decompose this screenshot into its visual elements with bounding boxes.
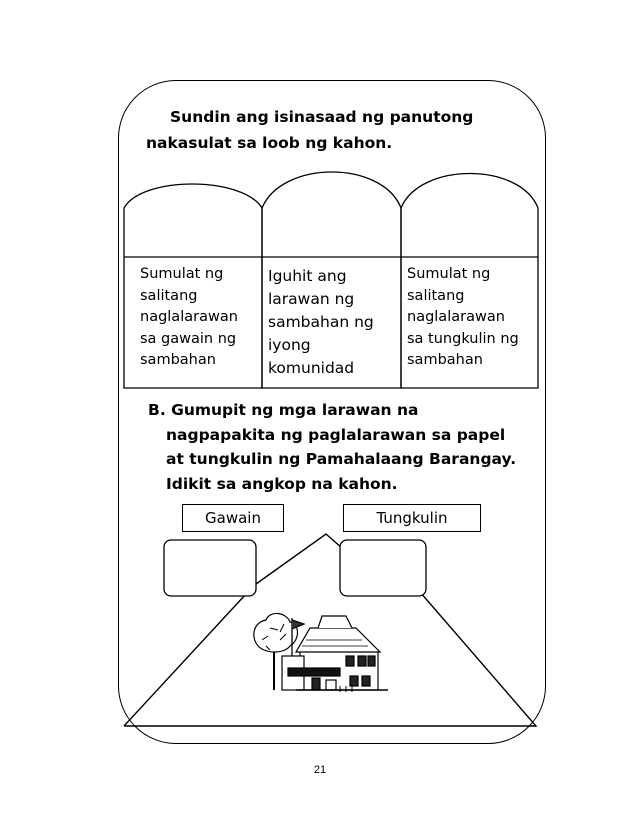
box-3-line: salitang xyxy=(407,287,465,304)
box-1-line: naglalarawan xyxy=(140,309,238,325)
tungkulin-paste-box[interactable] xyxy=(340,540,426,596)
box-1-line: sambahan xyxy=(140,352,216,368)
part-b-instruction xyxy=(148,398,528,496)
box-1-line: Sumulat ng xyxy=(140,266,224,282)
box-2-line: komunidad xyxy=(268,359,355,377)
part-b-line: Idikit sa angkop na kahon. xyxy=(166,474,398,493)
page-number: 21 xyxy=(313,764,327,776)
box-1-line: sa gawain ng xyxy=(140,330,237,347)
box-1-text xyxy=(140,264,260,372)
roof-left-edge xyxy=(124,594,246,726)
box-2-line: larawan ng xyxy=(268,290,355,308)
gawain-label: Gawain xyxy=(182,504,284,532)
gawain-paste-box[interactable] xyxy=(164,540,256,596)
box-3-line: naglalarawan xyxy=(407,309,505,325)
box-3-line: sa tungkulin ng xyxy=(407,330,519,347)
barangay-hall-illustration xyxy=(254,613,388,692)
part-b-line: nagpapakita ng paglalarawan sa papel xyxy=(166,425,506,444)
box-1-line: salitang xyxy=(140,287,198,304)
part-b-line: B. Gumupit ng mga larawan na xyxy=(148,401,419,419)
box-3-line: Sumulat ng xyxy=(407,266,491,282)
box-2-line: sambahan ng xyxy=(268,313,374,331)
tungkulin-label: Tungkulin xyxy=(343,504,481,532)
box-2-text xyxy=(268,265,396,380)
part-b-line: at tungkulin ng Pamahalaang Barangay. xyxy=(166,450,517,468)
instruction-line-1: Sundin ang isinasaad ng panutong xyxy=(170,108,474,126)
box-2-line: Iguhit ang xyxy=(268,267,347,285)
instruction-line-2: nakasulat sa loob ng kahon. xyxy=(146,134,393,152)
box-2-line: iyong xyxy=(268,336,311,354)
box-3-text xyxy=(407,264,537,372)
box-3-line: sambahan xyxy=(407,352,483,368)
roof-peak xyxy=(256,534,342,584)
